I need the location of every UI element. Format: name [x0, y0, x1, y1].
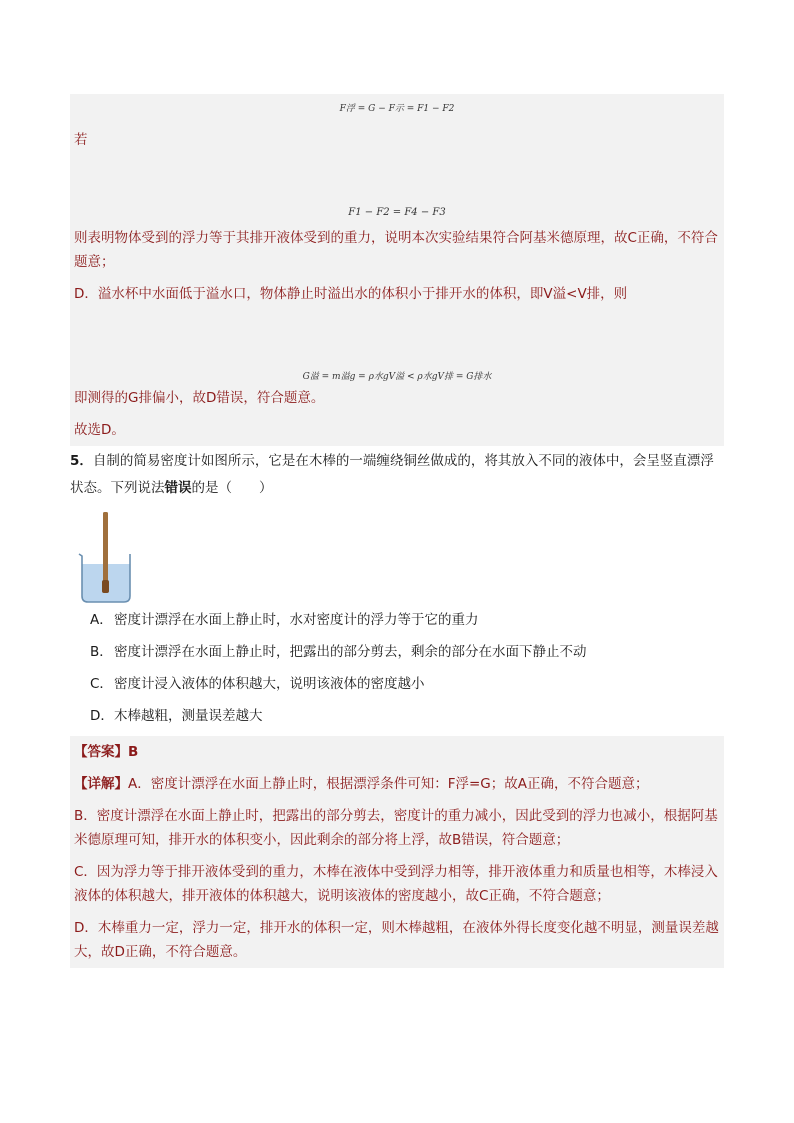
formula-equality: F1 − F2 = F4 − F3	[348, 207, 446, 218]
text-option-d: D．溢水杯中水面低于溢水口，物体静止时溢出水的体积小于排开水的体积，即V溢<V排，则	[74, 286, 628, 302]
option-c	[70, 668, 724, 700]
answer-line	[70, 736, 724, 768]
question-stem-emphasis: 错误	[164, 480, 192, 496]
answer-label: 【答案】	[74, 744, 128, 760]
option-c-text: 密度计浸入液体的体积越大，说明该液体的密度越小	[114, 676, 425, 692]
explain-d: D．木棒重力一定，浮力一定，排开水的体积一定，则木棒越粗，在液体外得长度变化越不明显，测量误差越大，故D正确，不符合题意。	[74, 920, 719, 960]
option-a-text: 密度计漂浮在水面上静止时，水对密度计的浮力等于它的重力	[114, 612, 479, 628]
text-option-c-conclusion: 则表明物体受到的浮力等于其排开液体受到的重力，说明本次实验结果符合阿基米德原理，故C正确，不符合题意；	[74, 230, 718, 270]
question-number: 5．	[70, 453, 93, 469]
option-a	[70, 604, 724, 636]
explain-a	[70, 768, 724, 800]
beaker-with-hydrometer-icon	[76, 510, 136, 610]
text-option-d-conclusion: 即测得的G排偏小，故D错误，符合题意。	[74, 390, 325, 406]
explain-c: C．因为浮力等于排开液体受到的重力，木棒在液体中受到浮力相等，排开液体重力和质量也相等，木棒浸入液体的体积越大，排开液体的体积越大，说明该液体的密度越小，故C正确，不符合题意；	[74, 864, 718, 904]
question-stem-text-b: 的是（ ）	[191, 480, 273, 496]
option-d-text: 木棒越粗，测量误差越大	[114, 708, 263, 724]
formula-mid-block	[70, 156, 724, 222]
formula-overflow-weight: G溢 = m溢g = ρ水gV溢 < ρ水gV排 = G排水	[302, 372, 492, 382]
option-b-text: 密度计漂浮在水面上静止时，把露出的部分剪去，剩余的部分在水面下静止不动	[114, 644, 587, 660]
text-ruo: 若	[74, 132, 88, 148]
page-content	[70, 94, 724, 968]
option-c-letter: C．	[90, 676, 113, 692]
answer-value: B	[128, 744, 139, 760]
option-b-letter: B．	[90, 644, 113, 660]
question-stem-text-a: 自制的简易密度计如图所示，它是在木棒的一端缠绕铜丝做成的，将其放入不同的液体中，会呈竖直漂浮状态。下列说法	[70, 453, 714, 496]
explain-b: B．密度计漂浮在水面上静止时，把露出的部分剪去，密度计的重力减小，因此受到的浮力也减小，根据阿基米德原理可知，排开水的体积变小，因此剩余的部分将上浮，故B错误，符合题意；	[74, 808, 718, 848]
explain-a-text: A．密度计漂浮在水面上静止时，根据漂浮条件可知：F浮=G；故A正确，不符合题意；	[128, 776, 649, 792]
option-d-letter: D．	[90, 708, 114, 724]
prev-explanation-block	[70, 94, 724, 446]
formula-buoyancy: F浮 = G − F示 = F1 − F2	[339, 104, 455, 114]
formula-d-block	[70, 310, 724, 382]
text-choose: 故选D。	[74, 422, 125, 438]
explain-label: 【详解】	[74, 776, 128, 792]
answer-block	[70, 736, 724, 968]
options-list	[70, 604, 724, 732]
hydrometer-figure	[70, 504, 724, 604]
question-stem	[70, 446, 724, 504]
option-b	[70, 636, 724, 668]
option-d	[70, 700, 724, 732]
option-a-letter: A．	[90, 612, 113, 628]
